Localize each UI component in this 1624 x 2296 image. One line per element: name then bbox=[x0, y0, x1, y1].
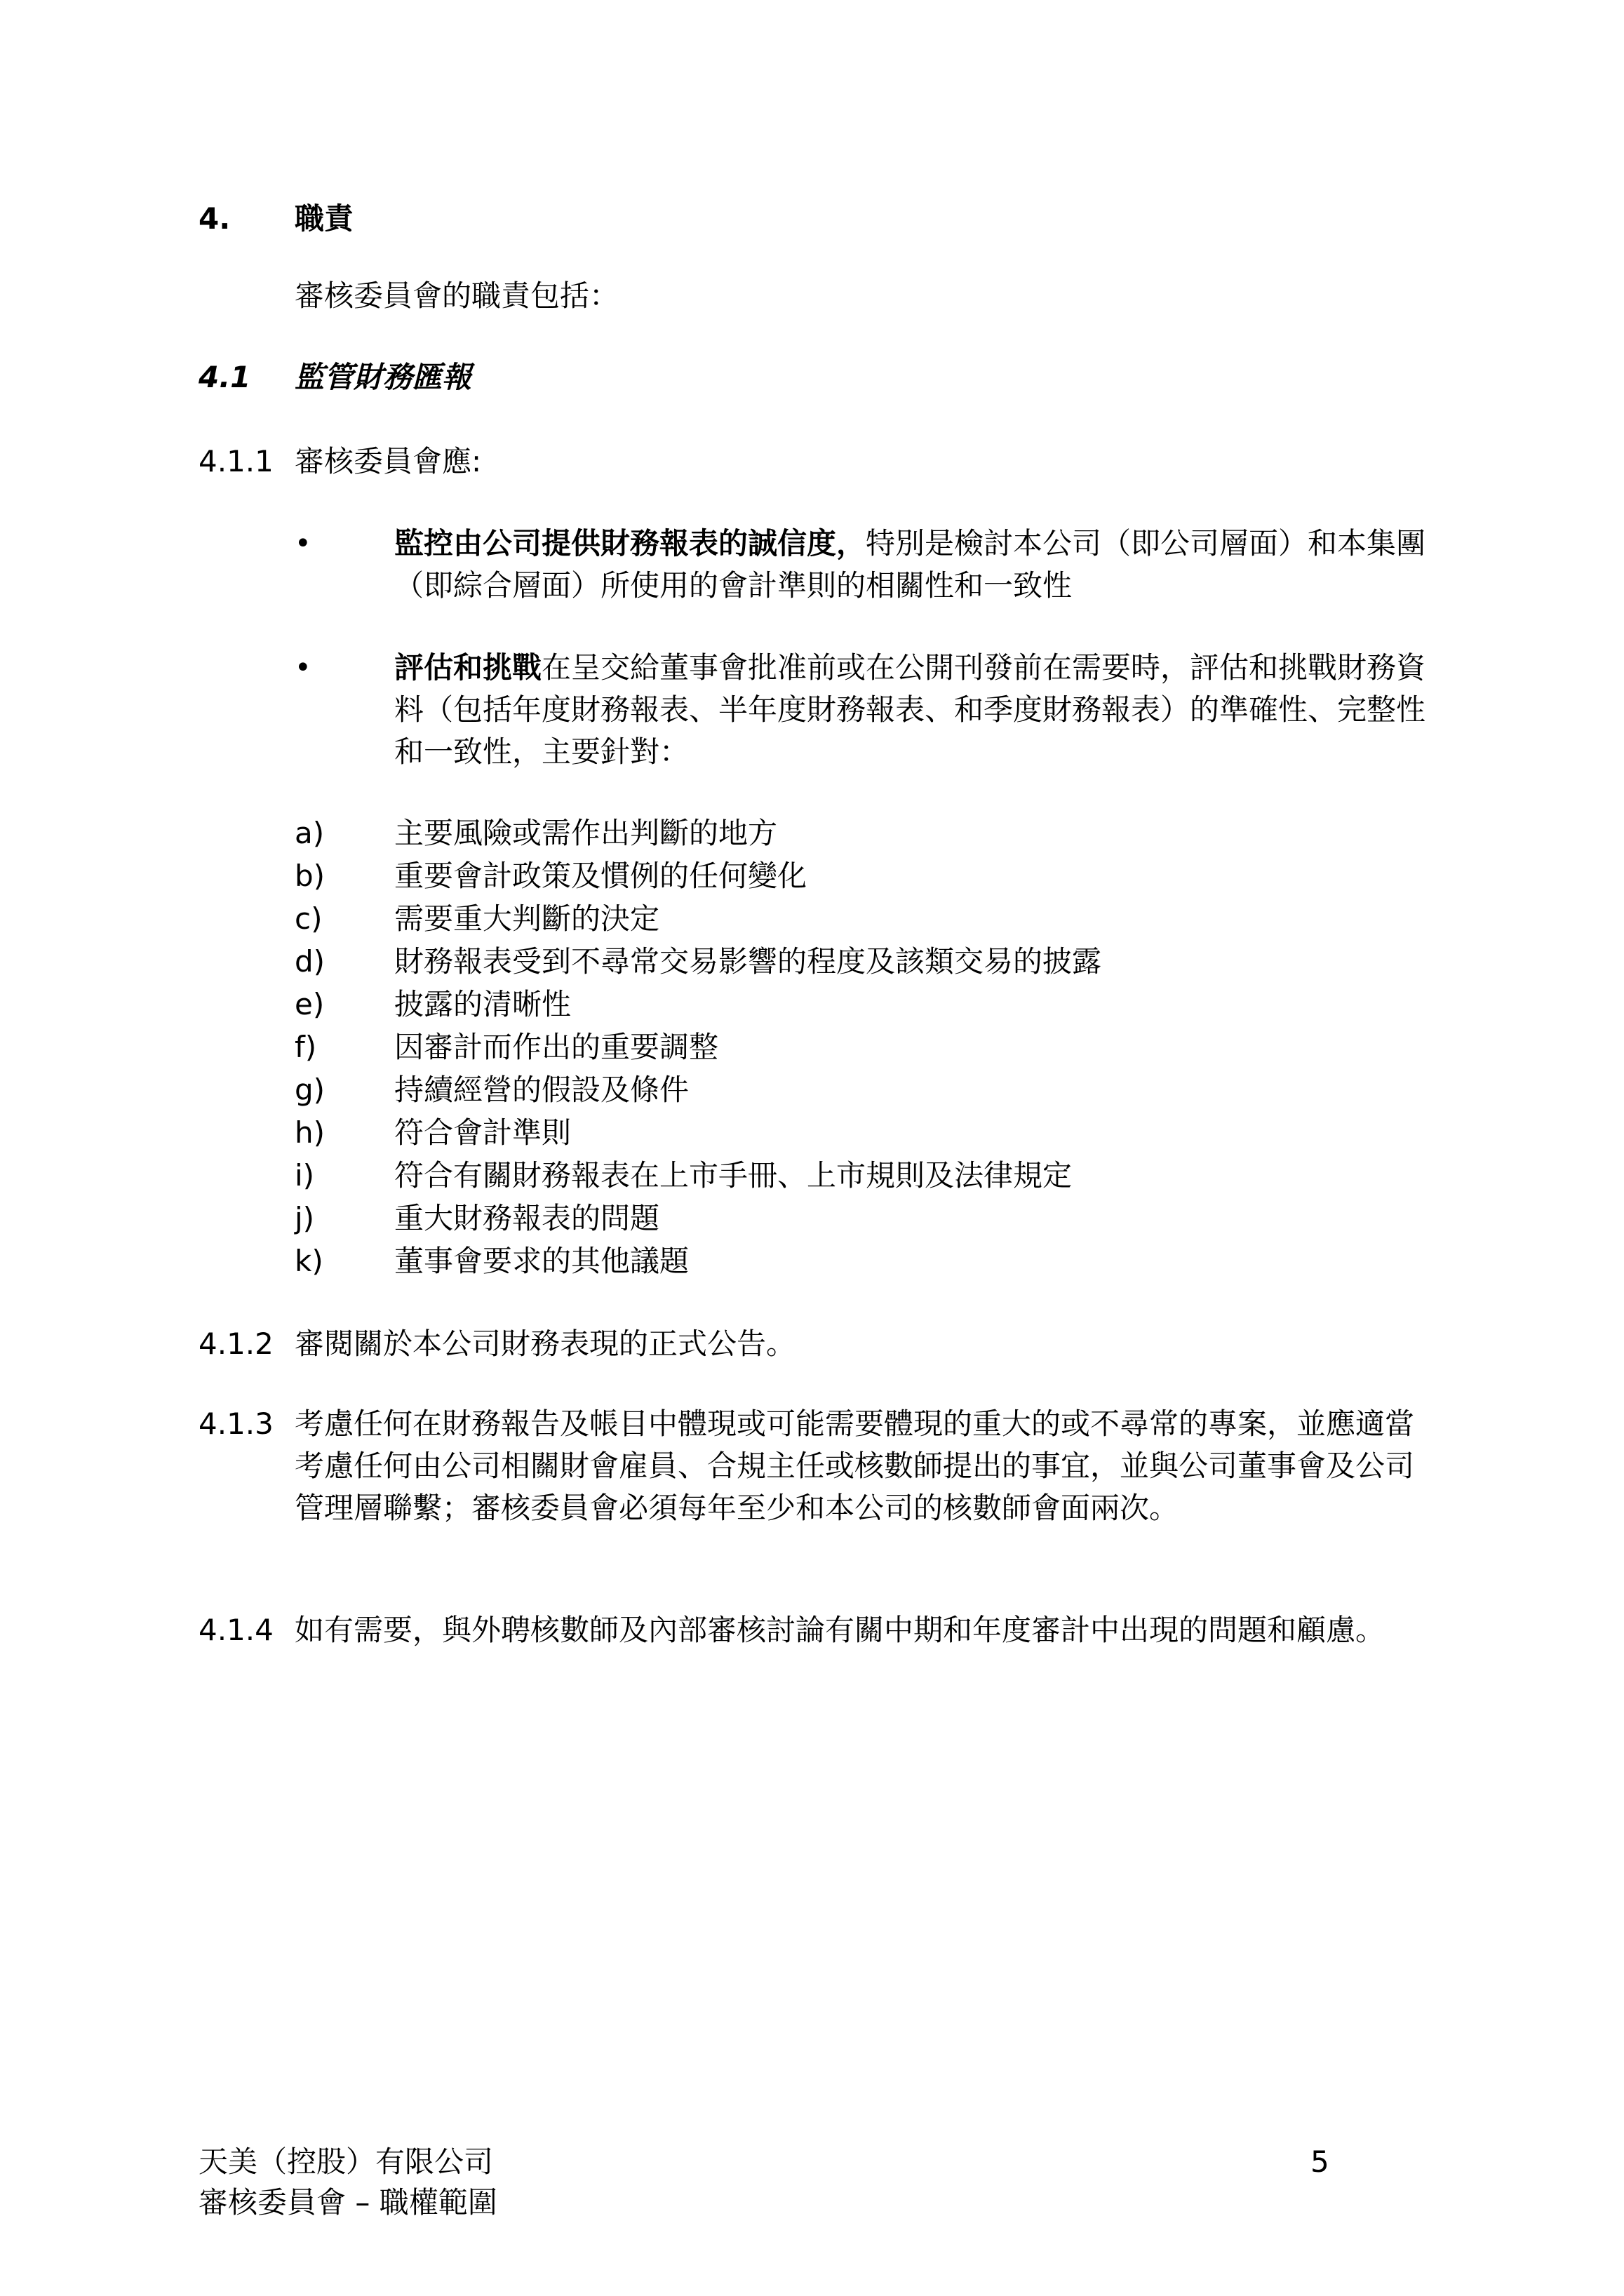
footer-document-title: 審核委員會 – 職權範圍 bbox=[199, 2185, 497, 2220]
clause-number-4-1-4: 4.1.4 bbox=[199, 1613, 274, 1647]
bullet-marker: • bbox=[295, 528, 311, 560]
bullet-rest-text: 在呈交給董事會批准前或在公開刊發前在需要時，評估和挑戰財務資料（包括年度財務報表、半年度財務報表、和季度財務報表）的準確性、完整性和一致性，主要針對： bbox=[394, 650, 1426, 769]
list-letter: k) bbox=[295, 1244, 323, 1278]
list-letter: e) bbox=[295, 987, 325, 1021]
bullet-item bbox=[394, 523, 1432, 607]
list-letter: c) bbox=[295, 901, 323, 936]
clause-text-4-1-2: 審閱關於本公司財務表現的正式公告。 bbox=[295, 1327, 796, 1361]
clause-text-4-1-4: 如有需要，與外聘核數師及內部審核討論有關中期和年度審計中出現的問題和顧慮。 bbox=[295, 1613, 1385, 1647]
clause-text-4-1-3: 考慮任何在財務報告及帳目中體現或可能需要體現的重大的或不尋常的專案，並應適當考慮任何由公司相關財會雇員、合規主任或核數師提出的事宜，並與公司董事會及公司管理層聯繫；審核委員會必須每年至少和本公司的核數師會面兩次。 bbox=[295, 1407, 1415, 1525]
bullet-item bbox=[394, 647, 1432, 773]
list-item-text: 持續經營的假設及條件 bbox=[394, 1073, 690, 1107]
clause-number-4-1-3: 4.1.3 bbox=[199, 1407, 274, 1441]
bullet-bold-lead: 監控由公司提供財務報表的誠信度， bbox=[394, 526, 866, 560]
list-letter: d) bbox=[295, 944, 326, 979]
bullet-rest-text: 特別是檢討本公司（即公司層面）和本集團（即綜合層面）所使用的會計準則的相關性和一致性 bbox=[394, 526, 1426, 603]
subsection-number: 4.1 bbox=[199, 360, 251, 394]
section-number: 4. bbox=[199, 201, 231, 236]
subsection-title: 監管財務匯報 bbox=[295, 360, 472, 394]
page-number: 5 bbox=[1310, 2144, 1329, 2179]
section-title: 職責 bbox=[295, 201, 354, 236]
list-letter: i) bbox=[295, 1158, 315, 1193]
list-item-text: 董事會要求的其他議題 bbox=[394, 1244, 690, 1278]
list-item-text: 主要風險或需作出判斷的地方 bbox=[394, 816, 778, 850]
clause-number-4-1-1: 4.1.1 bbox=[199, 444, 274, 478]
footer-company-name: 天美（控股）有限公司 bbox=[199, 2144, 494, 2179]
list-item-text: 披露的清晰性 bbox=[394, 987, 572, 1021]
list-letter: j) bbox=[295, 1201, 315, 1235]
clause-number-4-1-2: 4.1.2 bbox=[199, 1327, 274, 1361]
list-letter: b) bbox=[295, 859, 326, 893]
list-letter: g) bbox=[295, 1073, 326, 1107]
clause-text-4-1-1: 審核委員會應: bbox=[295, 444, 482, 478]
bullet-marker: • bbox=[295, 652, 311, 684]
section-intro: 審核委員會的職責包括： bbox=[295, 278, 619, 313]
list-letter: f) bbox=[295, 1030, 317, 1064]
list-item-text: 重要會計政策及慣例的任何變化 bbox=[394, 859, 807, 893]
list-item-text: 需要重大判斷的決定 bbox=[394, 901, 660, 936]
list-item-text: 因審計而作出的重要調整 bbox=[394, 1030, 719, 1064]
list-item-text: 符合有關財務報表在上市手冊、上市規則及法律規定 bbox=[394, 1158, 1073, 1193]
list-item-text: 重大財務報表的問題 bbox=[394, 1201, 660, 1235]
list-letter: h) bbox=[295, 1115, 326, 1150]
list-item-text: 符合會計準則 bbox=[394, 1115, 572, 1150]
list-item-text: 財務報表受到不尋常交易影響的程度及該類交易的披露 bbox=[394, 944, 1102, 979]
list-letter: a) bbox=[295, 816, 325, 850]
bullet-bold-lead: 評估和挑戰 bbox=[394, 650, 542, 685]
